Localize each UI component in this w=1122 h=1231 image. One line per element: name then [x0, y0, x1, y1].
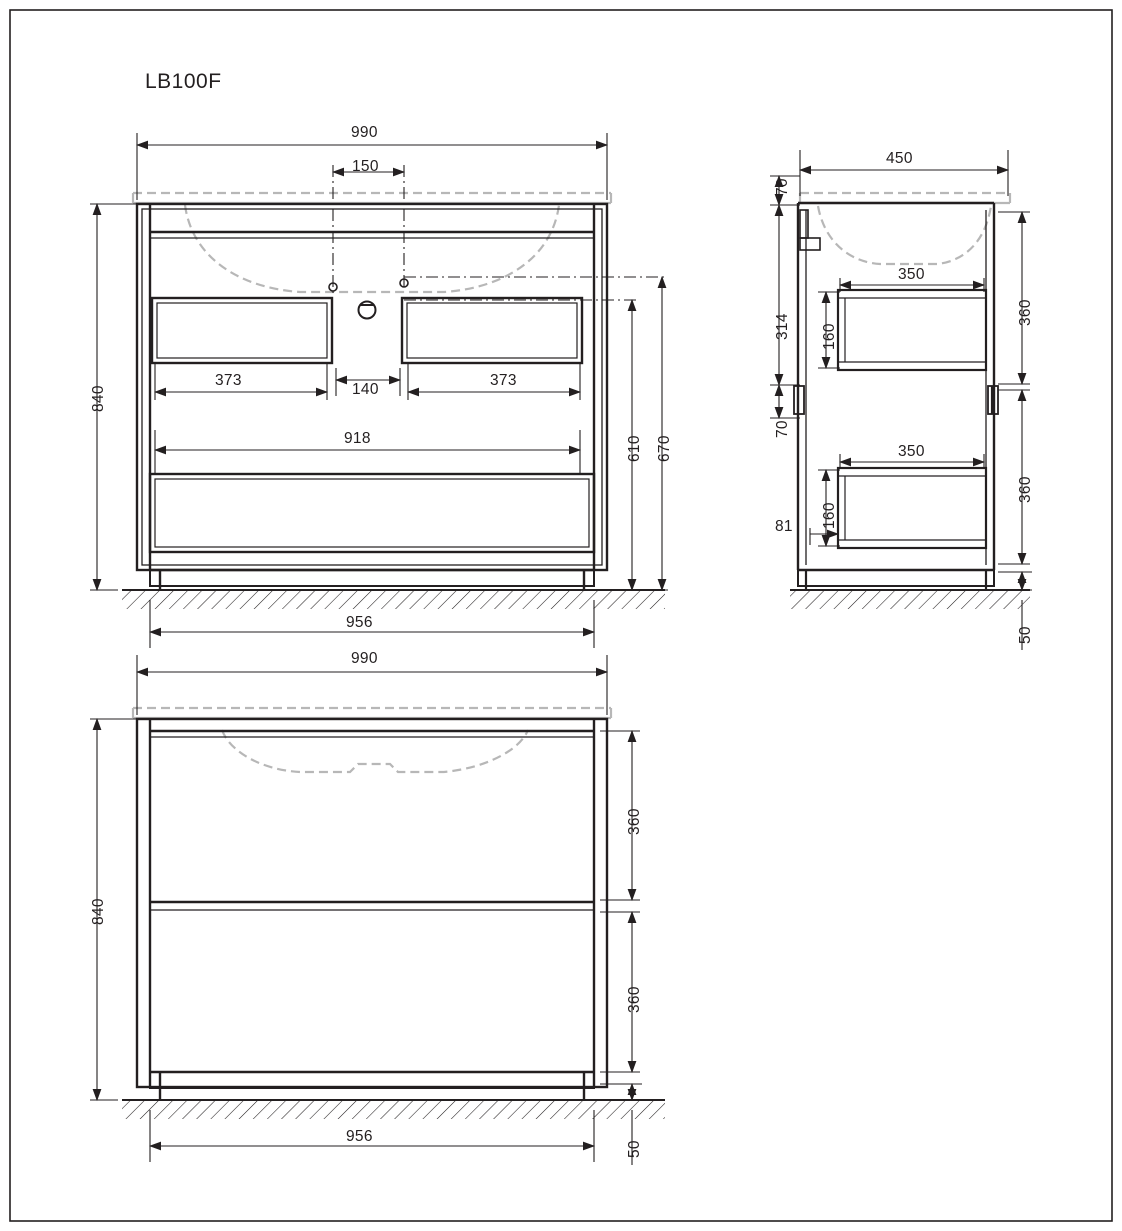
- front-bottom-view: [122, 708, 665, 1119]
- dim-lower-drawer-width: 918: [344, 430, 371, 447]
- drawing-title: LB100F: [145, 70, 222, 93]
- dim-height-front-bottom: 840: [90, 898, 107, 925]
- dim-drawer-left-width: 373: [215, 372, 242, 389]
- dim-top-offset-side: 70: [774, 178, 791, 196]
- dim-drawer-depth-lower: 350: [898, 443, 925, 460]
- dim-drawer-height-upper: 160: [821, 323, 838, 350]
- dim-drawer-front-upper: 360: [626, 808, 643, 835]
- dim-drawer-front-lower: 360: [626, 986, 643, 1013]
- dim-drawer-height-lower: 160: [821, 502, 838, 529]
- dim-height-to-upper: 610: [626, 435, 643, 462]
- dim-front-lower-side: 360: [1017, 476, 1034, 503]
- dim-plinth-width-front-top: 956: [346, 614, 373, 631]
- dim-overall-width-front-top: 990: [351, 124, 378, 141]
- dim-overall-width-front-bottom: 990: [351, 650, 378, 667]
- dim-basin-depth-side: 314: [774, 313, 791, 340]
- dim-height-to-upper-alt: 670: [656, 435, 673, 462]
- dim-drawer-depth-upper: 350: [898, 266, 925, 283]
- side-view: [790, 193, 1030, 609]
- dim-center-gap: 140: [352, 381, 379, 398]
- dim-base-offset-side: 81: [775, 518, 793, 535]
- dim-plinth-height-side: 50: [1017, 626, 1034, 644]
- dim-drawer-right-width: 373: [490, 372, 517, 389]
- dim-tap-offset: 150: [352, 158, 379, 175]
- dim-depth-side: 450: [886, 150, 913, 167]
- dim-handle-offset-side: 70: [774, 420, 791, 438]
- dim-plinth-height-front-bottom: 50: [626, 1140, 643, 1158]
- dim-height-front-top: 840: [90, 385, 107, 412]
- dim-plinth-width-front-bottom: 956: [346, 1128, 373, 1145]
- front-top-view: [122, 165, 668, 609]
- dim-front-upper-side: 360: [1017, 299, 1034, 326]
